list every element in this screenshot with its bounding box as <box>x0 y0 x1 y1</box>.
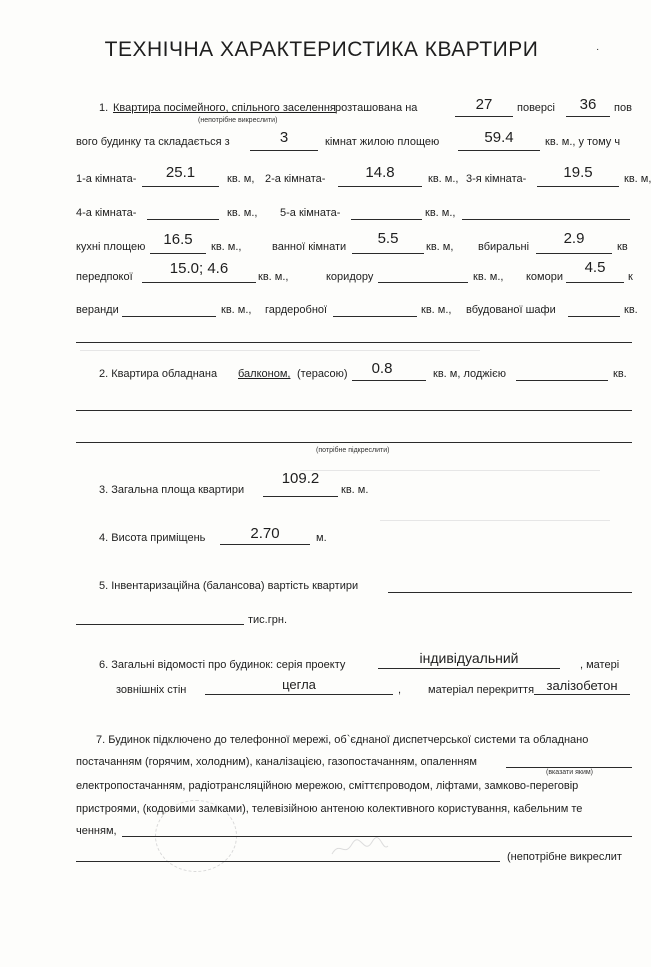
s7-note: (вказати яким) <box>546 769 593 776</box>
series-value: індивідуальний <box>419 650 519 666</box>
wc-line <box>536 253 612 254</box>
corner-mark: · <box>596 44 600 55</box>
hall-line <box>142 282 256 283</box>
corridor-unit: кв. м., <box>473 271 504 283</box>
s2-line-3 <box>76 442 632 443</box>
bath-unit: кв. м, <box>426 241 454 253</box>
floor-label: поверсі <box>517 102 555 114</box>
corridor-line <box>378 282 468 283</box>
walls-line <box>205 694 393 695</box>
floor-line <box>455 116 513 117</box>
s1-number: 1. <box>99 102 109 114</box>
room4-line <box>147 219 219 220</box>
floors-value: 36 <box>579 96 597 113</box>
room5-line <box>351 219 422 220</box>
loggia-unit: кв. <box>613 368 627 380</box>
veranda-line <box>122 316 216 317</box>
storage-unit: к <box>628 271 633 283</box>
veranda-label: веранди <box>76 304 119 316</box>
kitchen-unit: кв. м., <box>211 241 242 253</box>
room2-line <box>338 186 422 187</box>
walls-value: цегла <box>282 677 316 692</box>
hall-value: 15.0; 4.6 <box>169 260 229 277</box>
wardrobe-unit: кв. м., <box>421 304 452 316</box>
bleed-through-line <box>80 350 480 351</box>
height-line <box>220 544 310 545</box>
room1-value: 25.1 <box>165 164 196 181</box>
heating-line <box>506 767 632 768</box>
value-line-2 <box>76 624 244 625</box>
living-unit: кв. м., у тому ч <box>545 136 621 148</box>
slab-label: матеріал перекриття <box>428 684 535 696</box>
s7-line-6: (непотрібне викреслит <box>507 851 622 863</box>
extra-line <box>462 219 630 220</box>
s7-line-1: 7. Будинок підключено до телефонної мережі, об`єднаної диспетчерської системи та обладнано <box>96 734 589 746</box>
s5-text: 5. Інвентаризаційна (балансова) вартість квартири <box>99 580 359 592</box>
loggia-label: кв. м, лоджією <box>433 368 506 380</box>
s4-text: 4. Висота приміщень <box>99 532 206 544</box>
corridor-label: коридору <box>326 271 374 283</box>
s1-end-line <box>76 342 632 343</box>
bath-value: 5.5 <box>377 230 399 247</box>
value-line <box>388 592 632 593</box>
room3-label: 3-я кімната- <box>466 173 527 185</box>
s2-text: 2. Квартира обладнана <box>99 368 218 380</box>
height-value: 2.70 <box>250 525 280 542</box>
s1-type-text: Квартира посімейного, спільного заселення <box>113 102 336 114</box>
floor-value: 27 <box>475 96 493 113</box>
walls-comma: , <box>398 684 402 696</box>
loggia-line <box>516 380 608 381</box>
room1-label: 1-а кімната- <box>76 173 137 185</box>
terrace-text: (терасою) <box>297 368 348 380</box>
room2-value: 14.8 <box>365 164 395 181</box>
kitchen-value: 16.5 <box>163 231 193 248</box>
s6-text: 6. Загальні відомості про будинок: серія проекту <box>99 659 346 671</box>
storage-line <box>566 282 624 283</box>
kitchen-line <box>150 253 206 254</box>
room3-unit: кв. м, <box>624 173 651 185</box>
bleed-through-line <box>380 520 610 521</box>
faint-signature-icon <box>330 836 390 860</box>
s7-line-4: пристроями, (кодовими замками), телевізійною антеною колективного користування, кабельним те <box>76 803 583 815</box>
total-area-value: 109.2 <box>281 470 320 487</box>
bath-line <box>352 253 424 254</box>
room4-unit: кв. м., <box>227 207 258 219</box>
storage-label: комори <box>526 271 563 283</box>
room5-unit: кв. м., <box>425 207 456 219</box>
built-in-unit: кв. <box>624 304 638 316</box>
s1-located-text: розташована на <box>335 102 418 114</box>
floors-line <box>566 116 610 117</box>
bath-label: ванної кімнати <box>272 241 347 253</box>
room1-unit: кв. м, <box>227 173 255 185</box>
balcony-text: балконом, <box>238 368 291 380</box>
total-line <box>263 496 338 497</box>
wardrobe-label: гардеробної <box>265 304 328 316</box>
s7-line-3: електропостачанням, радіотрансляційною мережою, сміттєпроводом, ліфтами, замково-переговір <box>76 780 579 792</box>
room3-value: 19.5 <box>563 164 593 181</box>
wc-unit: кв <box>617 241 628 253</box>
balcony-value: 0.8 <box>371 360 393 377</box>
living-line <box>458 150 540 151</box>
bleed-through-line <box>300 470 600 471</box>
wc-value: 2.9 <box>563 230 585 247</box>
wardrobe-line <box>333 316 417 317</box>
room5-label: 5-а кімната- <box>280 207 341 219</box>
living-value: 59.4 <box>484 129 514 146</box>
rooms-line <box>250 150 318 151</box>
slab-line <box>534 694 630 695</box>
room1-line <box>142 186 219 187</box>
living-area-label: кімнат жилою площею <box>325 136 440 148</box>
s7-line-5: ченням, <box>76 825 117 837</box>
slab-value: залізобетон <box>546 678 618 693</box>
balcony-line <box>352 380 426 381</box>
material-label: , матері <box>580 659 620 671</box>
s2-line-2 <box>76 410 632 411</box>
hall-label: передпокої <box>76 271 133 283</box>
rooms-value: 3 <box>279 129 289 146</box>
s1-consists-text: вого будинку та складається з <box>76 136 230 148</box>
total-area-unit: кв. м. <box>341 484 369 496</box>
veranda-unit: кв. м., <box>221 304 252 316</box>
series-line <box>378 668 560 669</box>
room3-line <box>537 186 619 187</box>
page-title: ТЕХНІЧНА ХАРАКТЕРИСТИКА КВАРТИРИ <box>104 38 539 61</box>
room4-label: 4-а кімната- <box>76 207 137 219</box>
s3-text: 3. Загальна площа квартири <box>99 484 245 496</box>
room2-unit: кв. м., <box>428 173 459 185</box>
room2-label: 2-а кімната- <box>265 173 326 185</box>
s1-note: (непотрібне викреслити) <box>198 117 278 124</box>
s7-fill-line-2 <box>76 861 500 862</box>
s2-note: (потрібне підкреслити) <box>316 447 390 454</box>
walls-label: зовнішніх стін <box>116 684 187 696</box>
built-in-line <box>568 316 620 317</box>
kitchen-label: кухні площею <box>76 241 146 253</box>
s7-line-2: постачанням (горячим, холодним), каналізацією, газопостачанням, опаленням <box>76 756 477 768</box>
value-unit: тис.грн. <box>248 614 287 626</box>
height-unit: м. <box>316 532 327 544</box>
hall-unit: кв. м., <box>258 271 289 283</box>
storage-value: 4.5 <box>584 259 606 276</box>
built-in-label: вбудованої шафи <box>466 304 556 316</box>
wc-label: вбиральні <box>478 241 530 253</box>
floors-suffix: пов <box>614 102 632 114</box>
